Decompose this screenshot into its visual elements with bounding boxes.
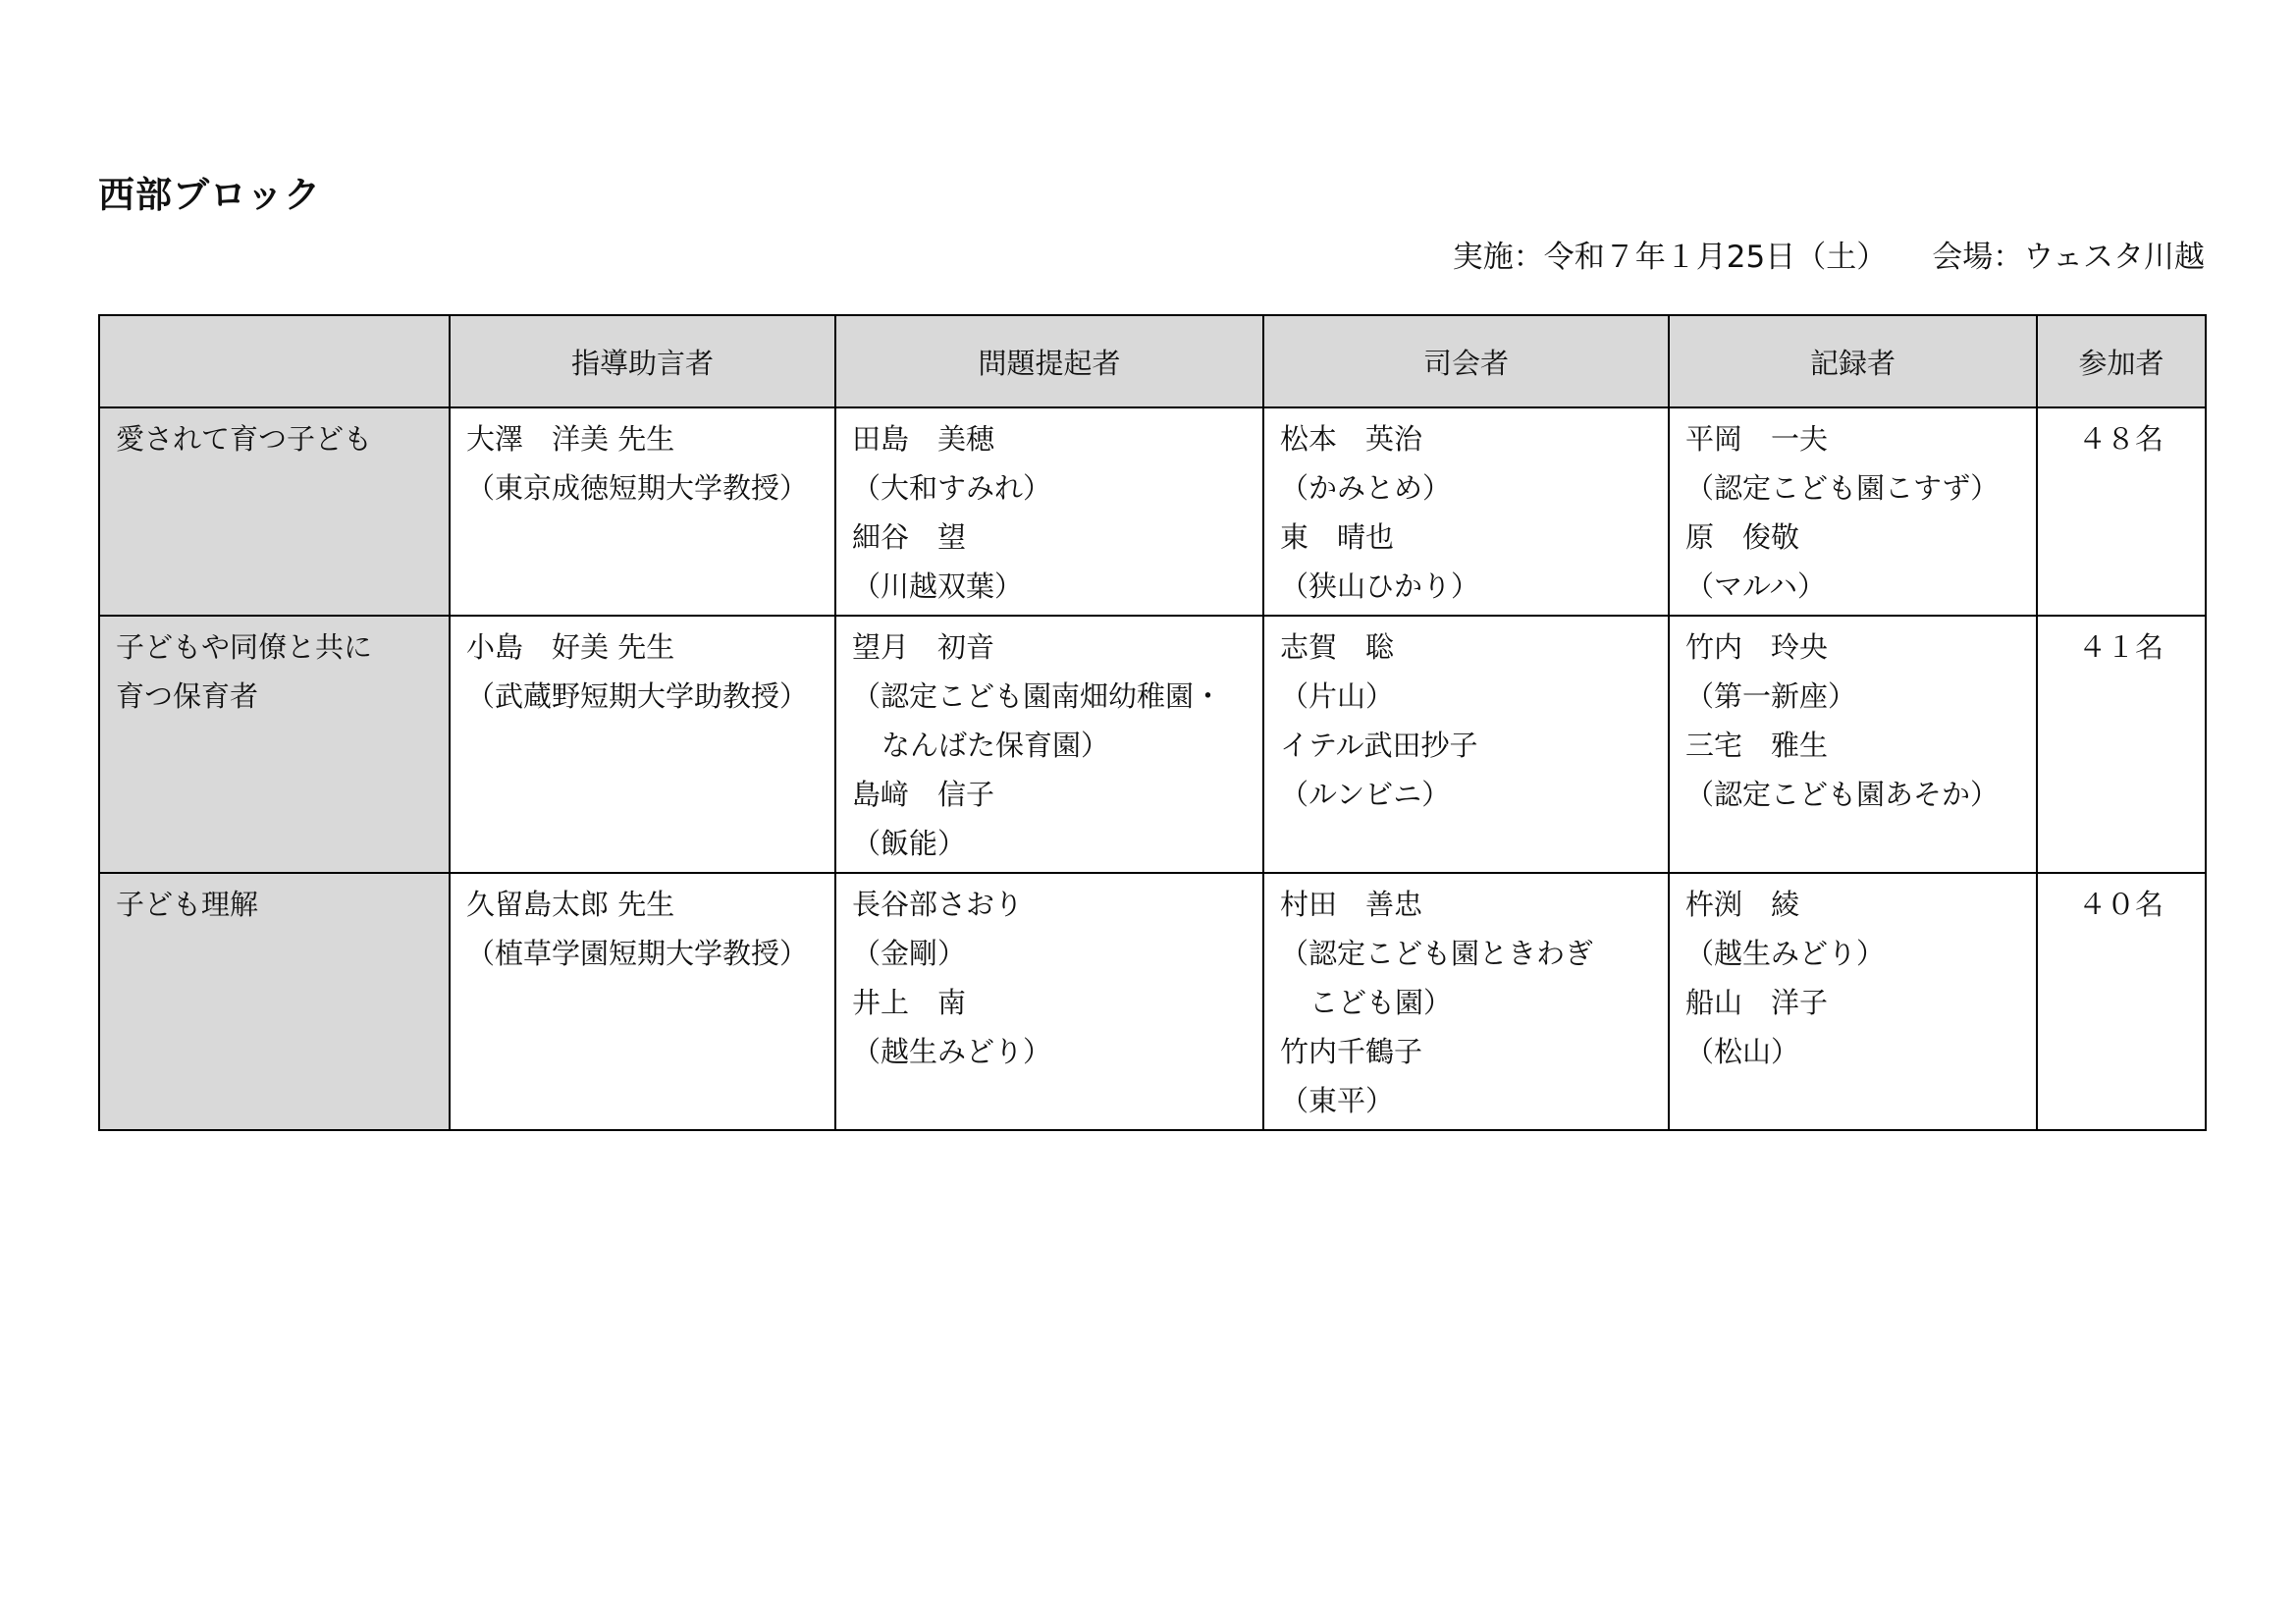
moderator-cell <box>1263 616 1669 873</box>
moderator-name: イテル武田抄子 <box>1280 729 1478 762</box>
table-row <box>99 616 2206 873</box>
header-participants: 参加者 <box>2037 315 2206 407</box>
moderator-name: 竹内千鶴子 <box>1280 1035 1423 1068</box>
moderator-name: 志賀 聡 <box>1280 630 1395 664</box>
topic-text: 育つ保育者 <box>116 679 259 713</box>
recorder-affiliation: （認定こども園あそか） <box>1685 778 2000 811</box>
presenter-affiliation: （飯能） <box>852 827 967 860</box>
presenter-cell <box>835 407 1263 616</box>
event-meta <box>1453 232 2205 276</box>
participants-cell <box>2037 616 2206 873</box>
participants-cell <box>2037 407 2206 616</box>
presenter-name: 井上 南 <box>852 986 967 1019</box>
moderator-affiliation: （東平） <box>1280 1084 1395 1117</box>
topic-text: 子どもや同僚と共に <box>116 630 373 664</box>
participant-count: ４１名 <box>2077 630 2163 664</box>
page-title: 西部ブロック <box>98 174 322 216</box>
presenter-affiliation: （金剛） <box>852 937 967 970</box>
advisor-affiliation: （植草学園短期大学教授） <box>466 937 809 970</box>
header-advisor: 指導助言者 <box>450 315 835 407</box>
schedule-table <box>98 314 2207 1131</box>
table-header-row <box>99 315 2206 407</box>
moderator-affiliation: （ルンビニ） <box>1280 778 1451 811</box>
recorder-affiliation: （第一新座） <box>1685 679 1857 713</box>
header-moderator: 司会者 <box>1263 315 1669 407</box>
recorder-affiliation: （越生みどり） <box>1685 937 1886 970</box>
table-row <box>99 873 2206 1130</box>
table-row <box>99 407 2206 616</box>
moderator-name: 松本 英治 <box>1280 422 1423 456</box>
header-topic <box>99 315 450 407</box>
recorder-cell <box>1669 616 2037 873</box>
recorder-affiliation: （認定こども園こすず） <box>1685 471 2000 505</box>
recorder-name: 杵渕 綾 <box>1685 888 1800 921</box>
presenter-name: 望月 初音 <box>852 630 995 664</box>
advisor-name: 久留島太郎 先生 <box>466 888 675 921</box>
participant-count: ４０名 <box>2077 888 2163 921</box>
advisor-cell <box>450 873 835 1130</box>
moderator-cell <box>1263 407 1669 616</box>
advisor-name: 大澤 洋美 先生 <box>466 422 675 456</box>
recorder-name: 船山 洋子 <box>1685 986 1829 1019</box>
event-date: 実施：令和７年１月25日（土） <box>1452 240 1888 275</box>
recorder-name: 原 俊敬 <box>1685 520 1800 554</box>
moderator-affiliation: （認定こども園ときわぎ <box>1280 937 1594 970</box>
recorder-cell <box>1669 873 2037 1130</box>
presenter-cell <box>835 616 1263 873</box>
header-presenter: 問題提起者 <box>835 315 1263 407</box>
presenter-affiliation: （大和すみれ） <box>852 471 1052 505</box>
moderator-affiliation: （狭山ひかり） <box>1280 569 1480 603</box>
participants-cell <box>2037 873 2206 1130</box>
topic-cell <box>99 873 450 1130</box>
topic-cell <box>99 407 450 616</box>
recorder-affiliation: （マルハ） <box>1685 569 1826 603</box>
topic-text: 愛されて育つ子ども <box>116 422 373 456</box>
recorder-name: 三宅 雅生 <box>1685 729 1829 762</box>
moderator-affiliation: （片山） <box>1280 679 1395 713</box>
presenter-affiliation-continued: なんばた保育園） <box>881 729 1110 762</box>
presenter-name: 長谷部さおり <box>852 888 1024 921</box>
moderator-name: 東 晴也 <box>1280 520 1395 554</box>
recorder-name: 竹内 玲央 <box>1685 630 1829 664</box>
recorder-cell <box>1669 407 2037 616</box>
recorder-affiliation: （松山） <box>1685 1035 1800 1068</box>
moderator-cell <box>1263 873 1669 1130</box>
advisor-name: 小島 好美 先生 <box>466 630 675 664</box>
presenter-name: 島﨑 信子 <box>852 778 995 811</box>
participant-count: ４８名 <box>2077 422 2163 456</box>
moderator-affiliation-continued: こども園） <box>1309 986 1453 1019</box>
event-venue: 会場：ウェスタ川越 <box>1932 240 2205 275</box>
presenter-cell <box>835 873 1263 1130</box>
presenter-affiliation: （認定こども園南畑幼稚園・ <box>852 679 1223 713</box>
presenter-affiliation: （川越双葉） <box>852 569 1024 603</box>
moderator-name: 村田 善忠 <box>1280 888 1423 921</box>
topic-cell <box>99 616 450 873</box>
topic-text: 子ども理解 <box>116 888 259 921</box>
advisor-cell <box>450 616 835 873</box>
advisor-affiliation: （東京成徳短期大学教授） <box>466 471 809 505</box>
recorder-name: 平岡 一夫 <box>1685 422 1829 456</box>
header-recorder: 記録者 <box>1669 315 2037 407</box>
presenter-name: 細谷 望 <box>852 520 967 554</box>
presenter-name: 田島 美穂 <box>852 422 995 456</box>
advisor-affiliation: （武蔵野短期大学助教授） <box>466 679 809 713</box>
presenter-affiliation: （越生みどり） <box>852 1035 1052 1068</box>
moderator-affiliation: （かみとめ） <box>1280 471 1452 505</box>
advisor-cell <box>450 407 835 616</box>
